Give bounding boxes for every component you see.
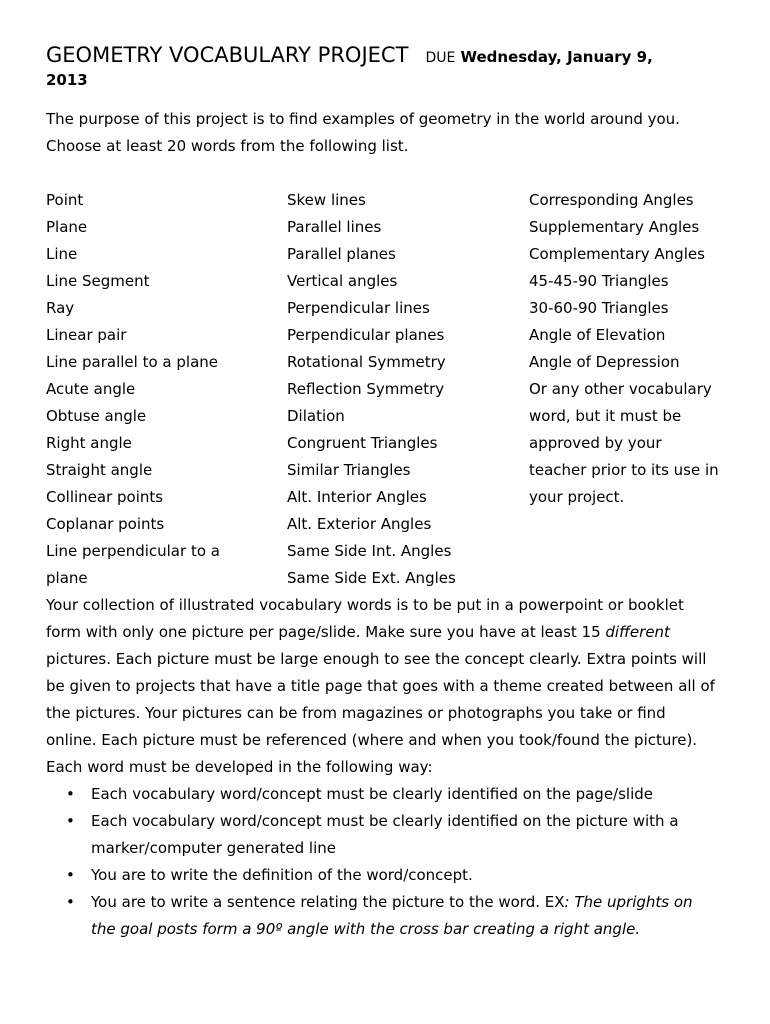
- word-item: Congruent Triangles: [287, 434, 438, 452]
- intro-paragraph: [46, 106, 736, 160]
- word-item: Parallel lines: [287, 218, 382, 236]
- word-item: Obtuse angle: [46, 407, 147, 425]
- word-list-column-3: [529, 187, 729, 511]
- list-item-text: You are to write the definition of the word/concept.: [91, 866, 473, 884]
- example-text: : The uprights on: [564, 893, 693, 911]
- word-item: Alt. Interior Angles: [287, 488, 427, 506]
- word-item: Dilation: [287, 407, 345, 425]
- word-item: Similar Triangles: [287, 461, 411, 479]
- word-item: 30-60-90 Triangles: [529, 299, 669, 317]
- due-date: Wednesday, January 9,: [460, 48, 653, 66]
- word-item: Perpendicular lines: [287, 299, 430, 317]
- word-item: Acute angle: [46, 380, 136, 398]
- word-item: Straight angle: [46, 461, 153, 479]
- word-item: Same Side Int. Angles: [287, 542, 452, 560]
- list-item-text: marker/computer generated line: [91, 839, 336, 857]
- list-item-text: Each vocabulary word/concept must be clearly identified on the page/slide: [91, 785, 653, 803]
- word-item: Parallel planes: [287, 245, 396, 263]
- word-item: Line parallel to a plane: [46, 353, 219, 371]
- due-label: DUE: [425, 50, 456, 66]
- word-item: teacher prior to its use in: [529, 461, 719, 479]
- bullet-icon: •: [66, 866, 75, 884]
- word-item: your project.: [529, 488, 625, 506]
- word-item: 45-45-90 Triangles: [529, 272, 669, 290]
- word-item: Alt. Exterior Angles: [287, 515, 432, 533]
- instruction-line: Each word must be developed in the following way:: [46, 758, 433, 776]
- instructions-section: [46, 592, 736, 943]
- requirements-list: [46, 781, 736, 943]
- instruction-line: [46, 619, 736, 646]
- word-item: Rotational Symmetry: [287, 353, 446, 371]
- word-item: Complementary Angles: [529, 245, 705, 263]
- list-item-text: Each vocabulary word/concept must be clearly identified on the picture with a: [91, 812, 679, 830]
- due-year: 2013: [46, 71, 88, 89]
- example-text: the goal posts form a 90º angle with the cross bar creating a right angle.: [91, 920, 641, 938]
- intro-line: The purpose of this project is to find examples of geometry in the world around you.: [46, 110, 680, 128]
- list-item-text: You are to write a sentence relating the picture to the word. EX: [91, 893, 565, 911]
- instruction-line: online. Each picture must be referenced (where and when you took/found the picture).: [46, 731, 698, 749]
- word-item: Angle of Elevation: [529, 326, 666, 344]
- word-item: Skew lines: [287, 191, 366, 209]
- instruction-line: Your collection of illustrated vocabulary words is to be put in a powerpoint or booklet: [46, 596, 684, 614]
- instruction-line: be given to projects that have a title page that goes with a theme created between all of: [46, 677, 715, 695]
- word-item: Or any other vocabulary: [529, 380, 712, 398]
- word-item: approved by your: [529, 434, 662, 452]
- word-item: plane: [46, 569, 88, 587]
- word-item: Same Side Ext. Angles: [287, 569, 456, 587]
- list-item: [46, 808, 736, 862]
- word-item: Point: [46, 191, 84, 209]
- instruction-text: form with only one picture per page/slide. Make sure you have at least 15: [46, 623, 606, 641]
- word-item: Line: [46, 245, 78, 263]
- emphasis-text: different: [605, 623, 670, 641]
- word-item: Ray: [46, 299, 75, 317]
- document-header: [46, 44, 736, 91]
- list-item: [46, 889, 736, 943]
- word-item: Plane: [46, 218, 88, 236]
- word-list-column-1: [46, 187, 276, 592]
- intro-line: Choose at least 20 words from the following list.: [46, 137, 409, 155]
- bullet-icon: •: [66, 812, 75, 830]
- word-item: word, but it must be: [529, 407, 682, 425]
- word-item: Perpendicular planes: [287, 326, 445, 344]
- instruction-line: the pictures. Your pictures can be from magazines or photographs you take or find: [46, 704, 666, 722]
- bullet-icon: •: [66, 893, 75, 911]
- word-item: Linear pair: [46, 326, 127, 344]
- word-item: Line Segment: [46, 272, 150, 290]
- bullet-icon: •: [66, 785, 75, 803]
- list-item: [46, 781, 736, 808]
- word-item: Reflection Symmetry: [287, 380, 445, 398]
- word-item: Right angle: [46, 434, 132, 452]
- word-item: Corresponding Angles: [529, 191, 694, 209]
- word-item: Vertical angles: [287, 272, 398, 290]
- word-list-column-2: [287, 187, 517, 592]
- word-item: Collinear points: [46, 488, 164, 506]
- word-item: Line perpendicular to a: [46, 542, 220, 560]
- word-item: Angle of Depression: [529, 353, 680, 371]
- instruction-line: pictures. Each picture must be large enough to see the concept clearly. Extra points will: [46, 650, 707, 668]
- word-item: Coplanar points: [46, 515, 165, 533]
- page-title: GEOMETRY VOCABULARY PROJECT: [46, 43, 409, 67]
- list-item: [46, 862, 736, 889]
- word-item: Supplementary Angles: [529, 218, 700, 236]
